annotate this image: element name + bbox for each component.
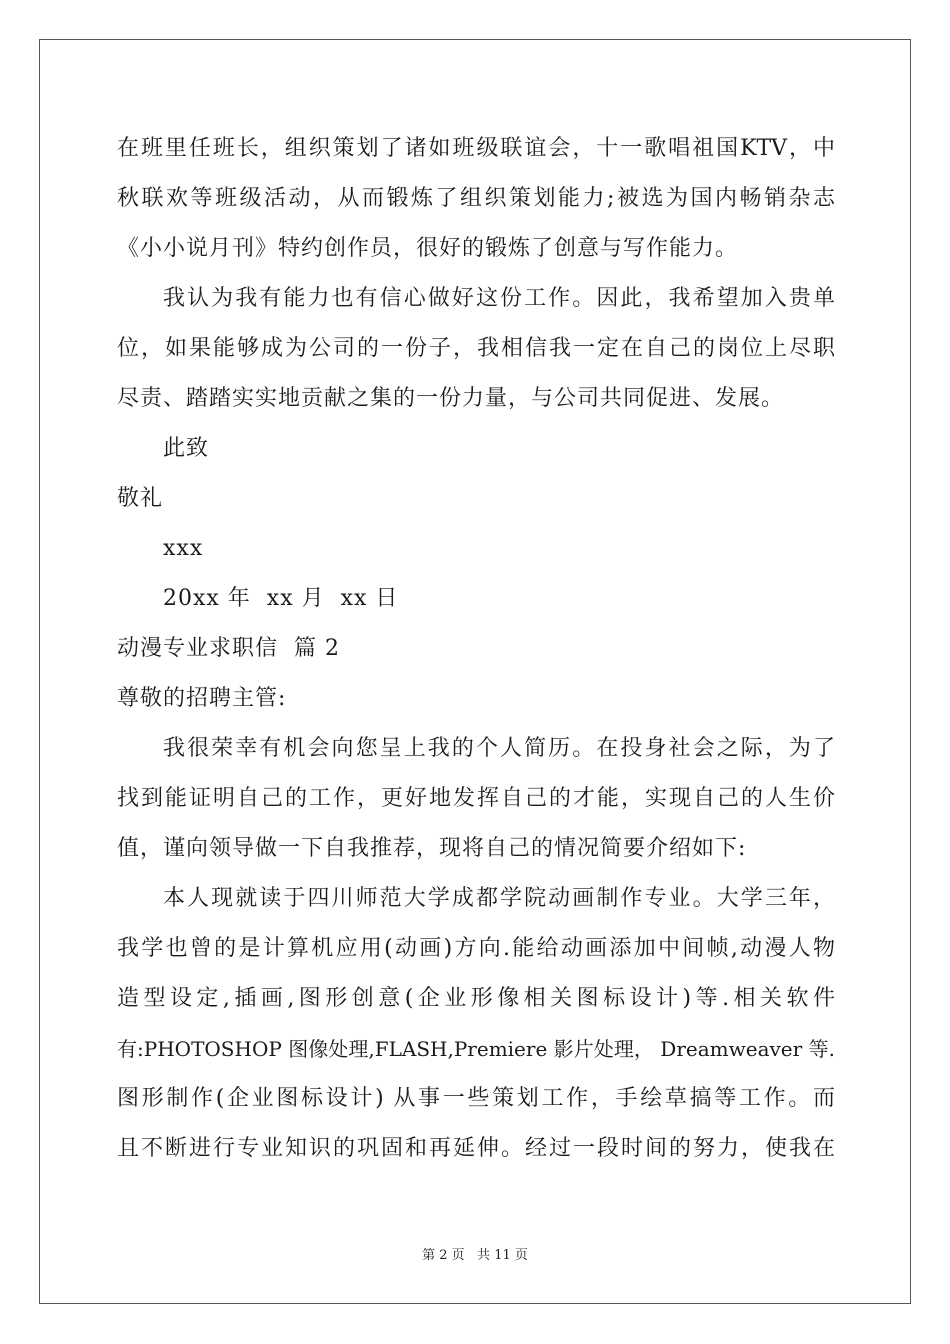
paragraph-3-line-2: 找到能证明自己的工作，更好地发挥自己的才能，实现自己的人生价: [117, 786, 835, 811]
paragraph-1-line-2: 秋联欢等班级活动，从而锻炼了组织策划能力;被选为国内畅销杂志: [117, 186, 835, 211]
closing-respect: 敬礼: [117, 486, 164, 511]
closing-date: 20xx 年 xx 月 xx 日: [163, 586, 399, 611]
closing-salutation: 此致: [163, 436, 210, 461]
paragraph-1-line-1: 在班里任班长，组织策划了诸如班级联谊会，十一歌唱祖国KTV，中: [117, 136, 835, 161]
paragraph-2-line-3: 尽责、踏踏实实地贡献之集的一份力量，与公司共同促进、发展。: [117, 386, 785, 411]
paragraph-4-line-4: 有:PHOTOSHOP 图像处理,FLASH,Premiere 影片处理， Dreamweaver 等.: [117, 1037, 835, 1061]
page-border: [39, 39, 911, 1304]
paragraph-3-line-1: 我很荣幸有机会向您呈上我的个人简历。在投身社会之际，为了: [163, 736, 835, 761]
paragraph-4-line-5: 图形制作(企业图标设计) 从事一些策划工作，手绘草搞等工作。而: [117, 1086, 835, 1111]
paragraph-1-line-3: 《小小说月刊》特约创作员，很好的锻炼了创意与写作能力。: [117, 236, 739, 261]
paragraph-4-line-3: 造型设定,插画,图形创意(企业形像相关图标设计)等.相关软件: [117, 986, 835, 1011]
paragraph-4-line-1: 本人现就读于四川师范大学成都学院动画制作专业。大学三年，: [163, 886, 835, 911]
paragraph-4-line-2: 我学也曾的是计算机应用(动画)方向.能给动画添加中间帧,动漫人物: [117, 936, 835, 961]
paragraph-2-line-1: 我认为我有能力也有信心做好这份工作。因此，我希望加入贵单: [163, 286, 835, 311]
page-number-footer: 第 2 页 共 11 页: [422, 1248, 528, 1263]
greeting: 尊敬的招聘主管:: [117, 686, 287, 711]
closing-signature: xxx: [163, 536, 204, 561]
paragraph-4-line-6: 且不断进行专业知识的巩固和再延伸。经过一段时间的努力，使我在: [117, 1136, 835, 1161]
paragraph-2-line-2: 位，如果能够成为公司的一份子，我相信我一定在自己的岗位上尽职: [117, 336, 835, 361]
paragraph-3-line-3: 值，谨向领导做一下自我推荐，现将自己的情况简要介绍如下:: [117, 836, 747, 861]
section-title: 动漫专业求职信 篇 2: [117, 636, 340, 661]
